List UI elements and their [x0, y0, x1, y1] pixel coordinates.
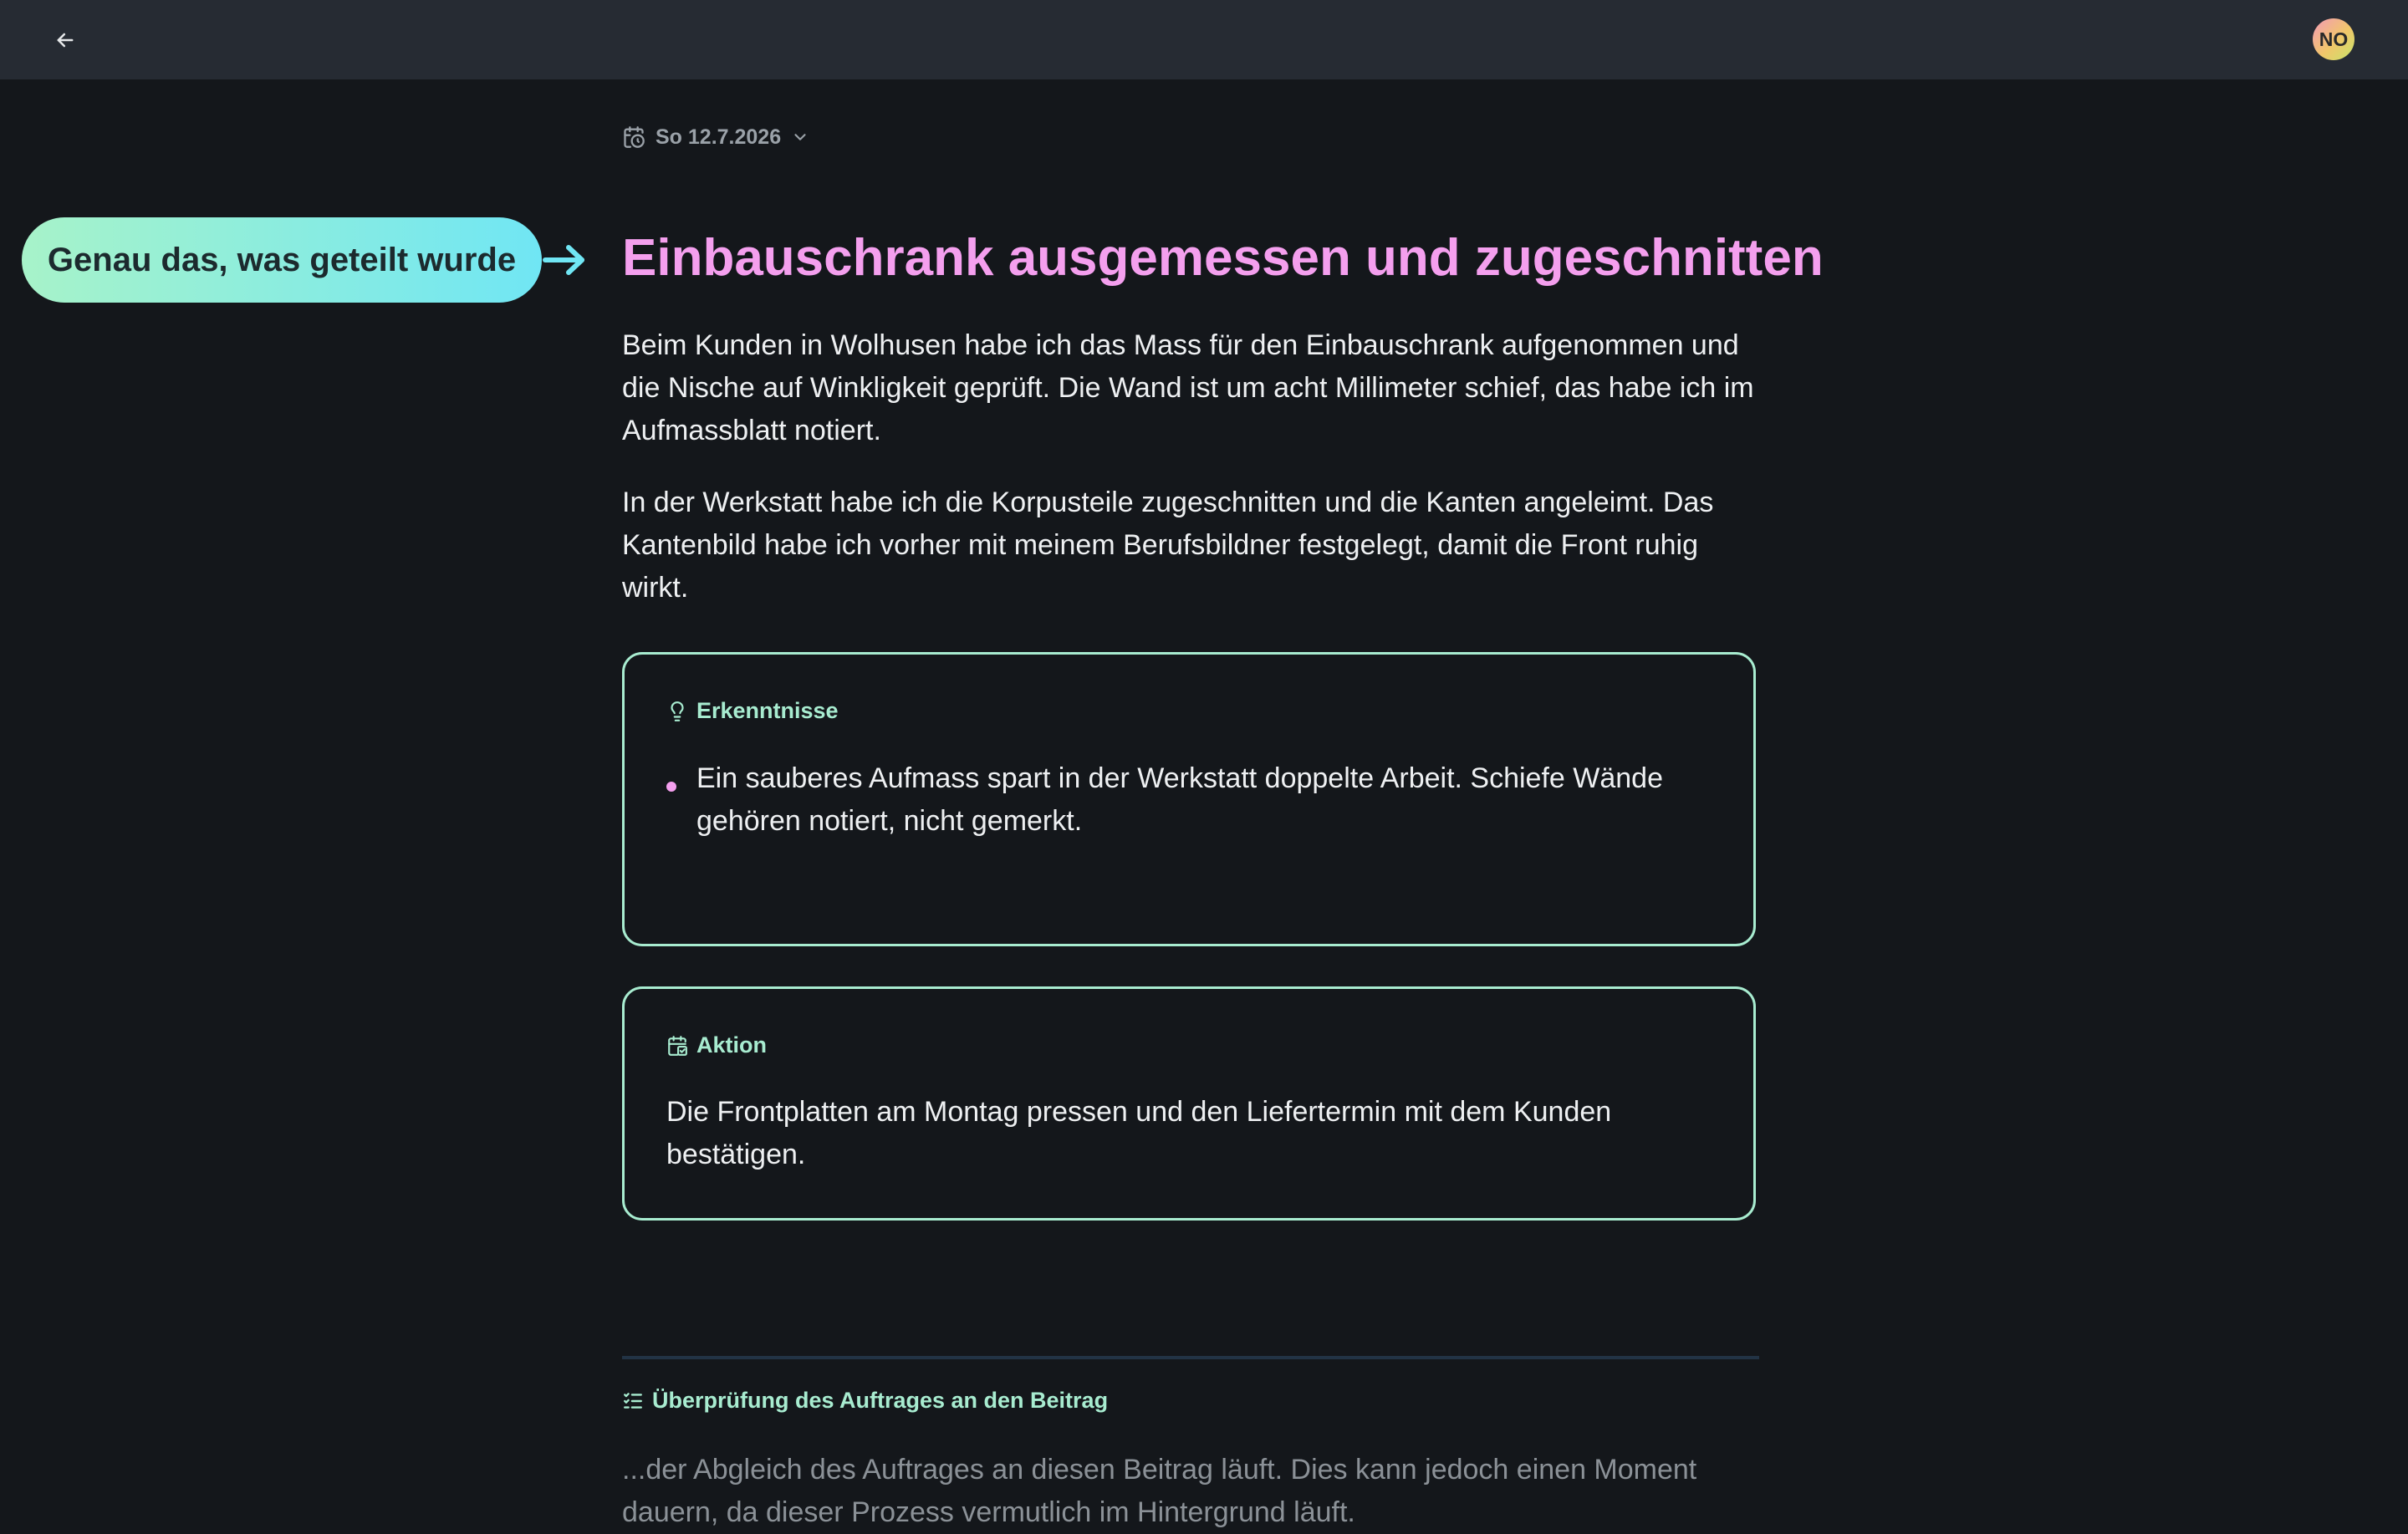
action-header [666, 1032, 767, 1058]
review-header [622, 1388, 1108, 1414]
action-heading: Aktion [696, 1032, 767, 1057]
shared-callout [22, 217, 542, 303]
date-label: So 12.7.2026 [656, 125, 782, 149]
back-button[interactable] [47, 22, 84, 59]
avatar[interactable]: NO [2313, 18, 2354, 60]
arrow-left-icon [54, 28, 77, 52]
calendar-check-icon [666, 1035, 688, 1057]
date-selector[interactable] [622, 121, 809, 153]
divider [622, 1356, 1759, 1359]
insights-card [622, 652, 1756, 946]
post-paragraph: In der Werkstatt habe ich die Korpusteile zugeschnitten und die Kanten angeleimt. Das Kantenbild habe ich vorher mit meinem Berufsbildner festgelegt, damit die Front ruhig wirkt. [622, 487, 1714, 604]
insights-heading: Erkenntnisse [696, 698, 839, 723]
arrow-right-icon [542, 241, 589, 279]
calendar-clock-icon [622, 125, 645, 149]
insights-header [666, 698, 839, 724]
list-checks-icon [622, 1390, 644, 1412]
insight-item: Ein sauberes Aufmass spart in der Werkstatt doppelte Arbeit. Schiefe Wände gehören notiert, nicht gemerkt. [696, 762, 1663, 837]
bullet-dot [666, 782, 676, 792]
post-title: Einbauschrank ausgemessen und zugeschnitten [622, 229, 1824, 287]
action-text: Die Frontplatten am Montag pressen und den Liefertermin mit dem Kunden bestätigen. [666, 1096, 1612, 1170]
lightbulb-icon [666, 701, 688, 722]
action-card [622, 986, 1756, 1221]
callout-label: Genau das, was geteilt wurde [47, 241, 517, 278]
review-heading: Überprüfung des Auftrages an den Beitrag [652, 1388, 1109, 1413]
chevron-down-icon [791, 128, 809, 146]
review-status-text: ...der Abgleich des Auftrages an diesen Beitrag läuft. Dies kann jedoch einen Moment dauern, da dieser Prozess vermutlich im Hintergrund läuft. [622, 1454, 1697, 1528]
top-bar [0, 0, 2408, 79]
post-paragraph: Beim Kunden in Wolhusen habe ich das Mass für den Einbauschrank aufgenommen und die Nische auf Winkligkeit geprüft. Die Wand ist um acht Millimeter schief, das habe ich im Aufmassblatt notiert. [622, 329, 1754, 446]
